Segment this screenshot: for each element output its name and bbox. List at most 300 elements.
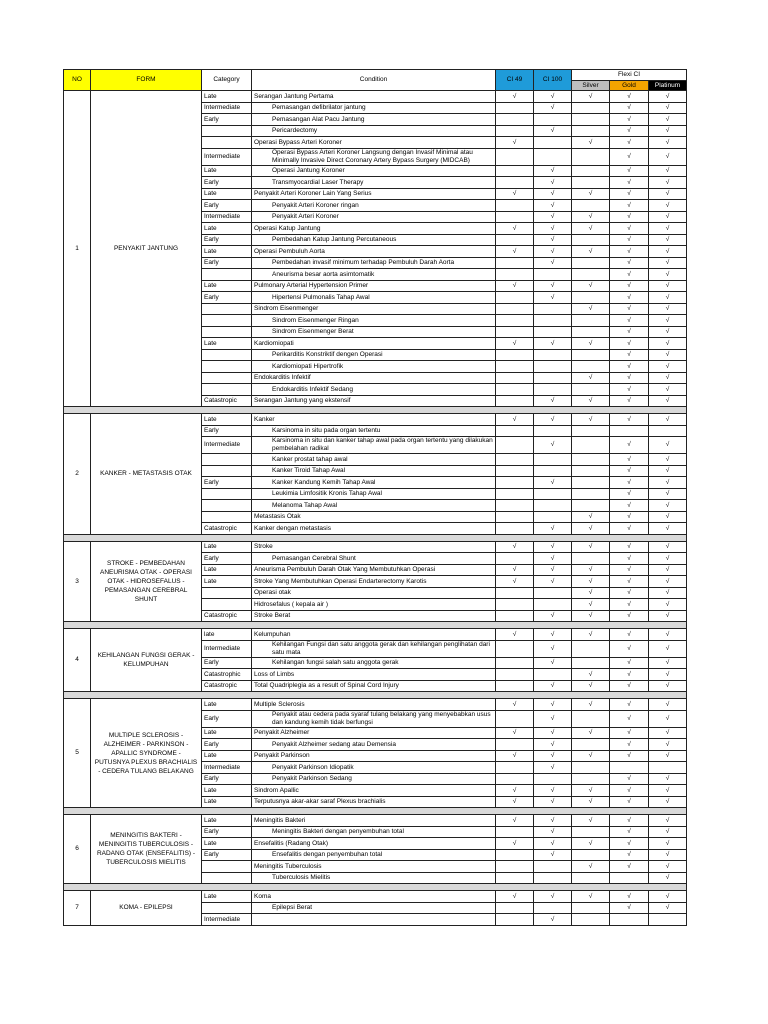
ci49-check xyxy=(496,599,534,611)
ci49-check xyxy=(496,102,534,114)
ci49-check xyxy=(496,587,534,599)
ci49-check xyxy=(496,669,534,681)
silver-check xyxy=(572,234,610,246)
ci100-check: √ xyxy=(534,188,572,200)
gold-check: √ xyxy=(610,610,649,622)
ci49-check xyxy=(496,211,534,223)
category-cell: late xyxy=(202,629,252,641)
gold-check: √ xyxy=(610,200,649,212)
platinum-check: √ xyxy=(649,477,687,489)
gold-check: √ xyxy=(610,838,649,850)
condition-cell: Penyakit Parkinson xyxy=(252,750,496,762)
separator-cell xyxy=(64,808,687,815)
ci100-check: √ xyxy=(534,826,572,838)
ci100-check: √ xyxy=(534,657,572,669)
ci100-check: √ xyxy=(534,815,572,827)
ci100-check xyxy=(534,488,572,500)
condition-cell: Aneurisma Pembuluh Darah Otak Yang Membutuhkan Operasi xyxy=(252,564,496,576)
gold-check: √ xyxy=(610,234,649,246)
platinum-check: √ xyxy=(649,349,687,361)
platinum-check: √ xyxy=(649,785,687,797)
ci100-check: √ xyxy=(534,223,572,235)
category-cell xyxy=(202,125,252,137)
gold-check: √ xyxy=(610,902,649,914)
condition-cell: Tuberculosis Mielitis xyxy=(252,872,496,884)
group-separator xyxy=(64,534,687,541)
category-cell: Intermediate xyxy=(202,640,252,657)
gold-check: √ xyxy=(610,338,649,350)
category-cell: Catastropic xyxy=(202,610,252,622)
category-cell xyxy=(202,488,252,500)
separator-cell xyxy=(64,534,687,541)
condition-cell: Stroke xyxy=(252,541,496,553)
gold-check: √ xyxy=(610,102,649,114)
category-cell xyxy=(202,269,252,281)
condition-cell: Hipertensi Pulmonalis Tahap Awal xyxy=(252,292,496,304)
gold-check: √ xyxy=(610,739,649,751)
category-cell xyxy=(202,599,252,611)
silver-check xyxy=(572,488,610,500)
category-cell: Early xyxy=(202,826,252,838)
ci100-check: √ xyxy=(534,564,572,576)
gold-check: √ xyxy=(610,488,649,500)
ci49-check xyxy=(496,395,534,407)
ci49-check: √ xyxy=(496,91,534,103)
platinum-check: √ xyxy=(649,437,687,454)
condition-cell: Leukimia Limfositik Kronis Tahap Awal xyxy=(252,488,496,500)
ci49-check xyxy=(496,326,534,338)
category-cell: Late xyxy=(202,699,252,711)
platinum-check: √ xyxy=(649,727,687,739)
ci49-check xyxy=(496,680,534,692)
platinum-check: √ xyxy=(649,599,687,611)
platinum-check: √ xyxy=(649,553,687,565)
condition-cell: Koma xyxy=(252,891,496,903)
platinum-check: √ xyxy=(649,861,687,873)
category-cell xyxy=(202,349,252,361)
ci100-check xyxy=(534,326,572,338)
platinum-check: √ xyxy=(649,891,687,903)
platinum-check: √ xyxy=(649,326,687,338)
platinum-check: √ xyxy=(649,610,687,622)
silver-check: √ xyxy=(572,815,610,827)
ci49-check: √ xyxy=(496,137,534,149)
ci49-check xyxy=(496,454,534,466)
group-number: 6 xyxy=(64,815,91,884)
ci100-check: √ xyxy=(534,91,572,103)
platinum-check: √ xyxy=(649,414,687,426)
condition-cell: Operasi Bypass Arteri Koroner Langsung dengan Invasif Minimal atau Minimally Invasive Direct Coronary Artery Bypass Surgery (MIDCAB) xyxy=(252,148,496,165)
category-cell: Late xyxy=(202,541,252,553)
category-cell: Catastrophic xyxy=(202,669,252,681)
table-row xyxy=(64,699,687,711)
category-cell: Late xyxy=(202,576,252,588)
header-category: Category xyxy=(202,70,252,91)
category-cell xyxy=(202,587,252,599)
separator-cell xyxy=(64,407,687,414)
condition-cell: Kanker Kandung Kemih Tahap Awal xyxy=(252,477,496,489)
platinum-check xyxy=(649,425,687,437)
category-cell: Late xyxy=(202,188,252,200)
platinum-check: √ xyxy=(649,257,687,269)
silver-check: √ xyxy=(572,223,610,235)
gold-check xyxy=(610,872,649,884)
platinum-check: √ xyxy=(649,815,687,827)
category-cell: Late xyxy=(202,338,252,350)
silver-check: √ xyxy=(572,750,610,762)
platinum-check: √ xyxy=(649,269,687,281)
condition-cell: Operasi Jantung Koroner xyxy=(252,165,496,177)
condition-cell: Pembedahan invasif minimum terhadap Pembuluh Darah Aorta xyxy=(252,257,496,269)
platinum-check: √ xyxy=(649,315,687,327)
ci100-check: √ xyxy=(534,246,572,258)
silver-check: √ xyxy=(572,669,610,681)
platinum-check: √ xyxy=(649,902,687,914)
platinum-check: √ xyxy=(649,125,687,137)
platinum-check: √ xyxy=(649,523,687,535)
category-cell: Late xyxy=(202,727,252,739)
platinum-check: √ xyxy=(649,587,687,599)
platinum-check: √ xyxy=(649,91,687,103)
gold-check: √ xyxy=(610,372,649,384)
platinum-check: √ xyxy=(649,454,687,466)
ci49-check: √ xyxy=(496,815,534,827)
ci49-check xyxy=(496,125,534,137)
ci49-check: √ xyxy=(496,188,534,200)
platinum-check: √ xyxy=(649,372,687,384)
platinum-check: √ xyxy=(649,246,687,258)
gold-check: √ xyxy=(610,500,649,512)
condition-cell: Loss of Limbs xyxy=(252,669,496,681)
silver-check: √ xyxy=(572,280,610,292)
condition-cell: Endokarditis Infektif Sedang xyxy=(252,384,496,396)
ci100-check: √ xyxy=(534,177,572,189)
condition-cell: Sindrom Apallic xyxy=(252,785,496,797)
gold-check: √ xyxy=(610,891,649,903)
silver-check xyxy=(572,465,610,477)
ci49-check: √ xyxy=(496,727,534,739)
condition-cell: Pembedahan Katup Jantung Percutaneous xyxy=(252,234,496,246)
separator-cell xyxy=(64,622,687,629)
silver-check: √ xyxy=(572,541,610,553)
header-platinum: Platinum xyxy=(649,80,687,91)
gold-check: √ xyxy=(610,680,649,692)
platinum-check: √ xyxy=(649,564,687,576)
category-cell: Late xyxy=(202,223,252,235)
group-number: 1 xyxy=(64,91,91,407)
silver-check: √ xyxy=(572,699,610,711)
condition-cell: Ensefalitis (Radang Otak) xyxy=(252,838,496,850)
condition-cell: Sindrom Eisenmenger xyxy=(252,303,496,315)
condition-cell: Sindrom Eisenmenger Berat xyxy=(252,326,496,338)
platinum-check: √ xyxy=(649,710,687,727)
platinum-check: √ xyxy=(649,669,687,681)
category-cell: Early xyxy=(202,773,252,785)
silver-check xyxy=(572,361,610,373)
ci100-check: √ xyxy=(534,699,572,711)
gold-check: √ xyxy=(610,465,649,477)
silver-check xyxy=(572,384,610,396)
ci49-check: √ xyxy=(496,750,534,762)
platinum-check xyxy=(649,762,687,774)
ci100-check: √ xyxy=(534,414,572,426)
silver-check xyxy=(572,125,610,137)
ci100-check: √ xyxy=(534,680,572,692)
category-cell xyxy=(202,872,252,884)
condition-cell: Penyakit Arteri Koroner ringan xyxy=(252,200,496,212)
ci100-check xyxy=(534,902,572,914)
condition-cell: Kehilangan Fungsi dan satu anggota gerak dan kehilangan penglihatan dari satu mata xyxy=(252,640,496,657)
category-cell xyxy=(202,137,252,149)
group-form: PENYAKIT JANTUNG xyxy=(91,91,202,407)
category-cell xyxy=(202,465,252,477)
header-no: NO xyxy=(64,70,91,91)
condition-cell: Pemasangan Alat Pacu Jantung xyxy=(252,114,496,126)
ci49-check xyxy=(496,465,534,477)
silver-check xyxy=(572,200,610,212)
ci100-check xyxy=(534,599,572,611)
platinum-check: √ xyxy=(649,699,687,711)
gold-check: √ xyxy=(610,773,649,785)
condition-cell: Hidrosefalus ( kepala air ) xyxy=(252,599,496,611)
ci49-check: √ xyxy=(496,223,534,235)
gold-check: √ xyxy=(610,125,649,137)
category-cell: Catastropic xyxy=(202,395,252,407)
condition-cell: Operasi otak xyxy=(252,587,496,599)
gold-check: √ xyxy=(610,269,649,281)
gold-check: √ xyxy=(610,640,649,657)
category-cell: Early xyxy=(202,849,252,861)
platinum-check: √ xyxy=(649,576,687,588)
silver-check: √ xyxy=(572,587,610,599)
ci49-check xyxy=(496,902,534,914)
category-cell: Intermediate xyxy=(202,914,252,926)
condition-cell: Stroke Yang Membutuhkan Operasi Endarterectomy Karotis xyxy=(252,576,496,588)
group-separator xyxy=(64,884,687,891)
condition-cell: Kardiomiopati Hipertrofik xyxy=(252,361,496,373)
gold-check: √ xyxy=(610,246,649,258)
silver-check xyxy=(572,349,610,361)
header-ci100: CI 100 xyxy=(534,70,572,91)
silver-check xyxy=(572,315,610,327)
ci100-check xyxy=(534,315,572,327)
category-cell: Late xyxy=(202,246,252,258)
separator-cell xyxy=(64,692,687,699)
gold-check: √ xyxy=(610,710,649,727)
category-cell: Early xyxy=(202,657,252,669)
category-cell: Late xyxy=(202,91,252,103)
condition-cell: Transmyocardial Laser Therapy xyxy=(252,177,496,189)
silver-check: √ xyxy=(572,891,610,903)
ci49-check: √ xyxy=(496,246,534,258)
ci100-check xyxy=(534,861,572,873)
platinum-check: √ xyxy=(649,177,687,189)
ci49-check: √ xyxy=(496,541,534,553)
group-form: KOMA - EPILEPSI xyxy=(91,891,202,926)
gold-check: √ xyxy=(610,188,649,200)
ci49-check xyxy=(496,553,534,565)
separator-cell xyxy=(64,884,687,891)
silver-check xyxy=(572,326,610,338)
ci100-check xyxy=(534,114,572,126)
ci100-check: √ xyxy=(534,125,572,137)
ci49-check xyxy=(496,361,534,373)
category-cell: Late xyxy=(202,838,252,850)
ci49-check xyxy=(496,872,534,884)
gold-check xyxy=(610,762,649,774)
gold-check: √ xyxy=(610,223,649,235)
platinum-check: √ xyxy=(649,465,687,477)
category-cell: Intermediate xyxy=(202,102,252,114)
condition-cell: Penyakit atau cedera pada syaraf tulang belakang yang menyebabkan usus dan kandung kemih tidak berfungsi xyxy=(252,710,496,727)
ci49-check xyxy=(496,773,534,785)
gold-check: √ xyxy=(610,587,649,599)
group-separator xyxy=(64,808,687,815)
ci100-check xyxy=(534,669,572,681)
condition-cell: Penyakit Parkinson Sedang xyxy=(252,773,496,785)
silver-check xyxy=(572,762,610,774)
ci49-check: √ xyxy=(496,414,534,426)
gold-check: √ xyxy=(610,553,649,565)
ci49-check xyxy=(496,257,534,269)
ci49-check: √ xyxy=(496,785,534,797)
category-cell xyxy=(202,902,252,914)
ci100-check xyxy=(534,137,572,149)
ci100-check xyxy=(534,454,572,466)
gold-check: √ xyxy=(610,292,649,304)
silver-check: √ xyxy=(572,372,610,384)
platinum-check: √ xyxy=(649,680,687,692)
header-gold: Gold xyxy=(610,80,649,91)
condition-cell xyxy=(252,914,496,926)
table-row xyxy=(64,91,687,103)
ci100-check xyxy=(534,425,572,437)
ci100-check: √ xyxy=(534,838,572,850)
silver-check xyxy=(572,914,610,926)
silver-check xyxy=(572,773,610,785)
silver-check xyxy=(572,477,610,489)
condition-cell: Operasi Bypass Arteri Koroner xyxy=(252,137,496,149)
gold-check: √ xyxy=(610,849,649,861)
gold-check: √ xyxy=(610,576,649,588)
ci49-check xyxy=(496,165,534,177)
category-cell: Late xyxy=(202,280,252,292)
group-number: 3 xyxy=(64,541,91,622)
silver-check xyxy=(572,710,610,727)
gold-check: √ xyxy=(610,177,649,189)
condition-cell: Kelumpuhan xyxy=(252,629,496,641)
ci100-check: √ xyxy=(534,710,572,727)
ci100-check xyxy=(534,773,572,785)
category-cell: Catastropic xyxy=(202,523,252,535)
ci49-check xyxy=(496,477,534,489)
platinum-check: √ xyxy=(649,338,687,350)
silver-check: √ xyxy=(572,599,610,611)
platinum-check: √ xyxy=(649,750,687,762)
condition-cell: Multiple Sclerosis xyxy=(252,699,496,711)
ci100-check: √ xyxy=(534,437,572,454)
category-cell: Late xyxy=(202,785,252,797)
category-cell: Early xyxy=(202,292,252,304)
platinum-check: √ xyxy=(649,114,687,126)
ci49-check xyxy=(496,372,534,384)
ci49-check: √ xyxy=(496,338,534,350)
category-cell: Early xyxy=(202,177,252,189)
ci49-check xyxy=(496,610,534,622)
group-form: MULTIPLE SCLEROSIS - ALZHEIMER - PARKINSON - APALLIC SYNDROME - PUTUSNYA PLEXUS BRACHIALIS - CEDERA TULANG BELAKANG xyxy=(91,699,202,808)
ci49-check: √ xyxy=(496,629,534,641)
gold-check: √ xyxy=(610,477,649,489)
gold-check: √ xyxy=(610,165,649,177)
silver-check: √ xyxy=(572,414,610,426)
gold-check: √ xyxy=(610,414,649,426)
ci49-check xyxy=(496,114,534,126)
ci100-check: √ xyxy=(534,576,572,588)
category-cell xyxy=(202,303,252,315)
group-form: MENINGITIS BAKTERI - MENINGITIS TUBERCULOSIS - RADANG OTAK (ENSEFALITIS) - TUBERCULOSIS MIELITIS xyxy=(91,815,202,884)
platinum-check: √ xyxy=(649,739,687,751)
table-row xyxy=(64,815,687,827)
gold-check: √ xyxy=(610,349,649,361)
ci100-check xyxy=(534,148,572,165)
platinum-check: √ xyxy=(649,292,687,304)
header-condition: Condition xyxy=(252,70,496,91)
condition-cell: Endokarditis Infektif xyxy=(252,372,496,384)
condition-cell: Stroke Berat xyxy=(252,610,496,622)
ci49-check xyxy=(496,315,534,327)
silver-check: √ xyxy=(572,91,610,103)
ci49-check: √ xyxy=(496,891,534,903)
platinum-check: √ xyxy=(649,223,687,235)
ci49-check xyxy=(496,437,534,454)
silver-check: √ xyxy=(572,838,610,850)
ci49-check xyxy=(496,425,534,437)
category-cell: Early xyxy=(202,114,252,126)
silver-check xyxy=(572,437,610,454)
ci49-check: √ xyxy=(496,699,534,711)
ci49-check xyxy=(496,739,534,751)
silver-check: √ xyxy=(572,523,610,535)
condition-cell: Kanker Tiroid Tahap Awal xyxy=(252,465,496,477)
ci100-check: √ xyxy=(534,211,572,223)
silver-check: √ xyxy=(572,338,610,350)
gold-check: √ xyxy=(610,384,649,396)
header-flexi: Flexi CI xyxy=(572,70,687,81)
ci100-check: √ xyxy=(534,553,572,565)
platinum-check: √ xyxy=(649,640,687,657)
group-form: KEHILANGAN FUNGSI GERAK - KELUMPUHAN xyxy=(91,629,202,692)
ci100-check xyxy=(534,372,572,384)
condition-cell: Kanker xyxy=(252,414,496,426)
silver-check: √ xyxy=(572,395,610,407)
ci100-check xyxy=(534,511,572,523)
silver-check xyxy=(572,292,610,304)
gold-check: √ xyxy=(610,657,649,669)
silver-check xyxy=(572,454,610,466)
silver-check: √ xyxy=(572,576,610,588)
platinum-check: √ xyxy=(649,137,687,149)
platinum-check: √ xyxy=(649,280,687,292)
silver-check xyxy=(572,657,610,669)
ci100-check: √ xyxy=(534,640,572,657)
platinum-check: √ xyxy=(649,488,687,500)
silver-check xyxy=(572,640,610,657)
ci49-check: √ xyxy=(496,838,534,850)
group-separator xyxy=(64,692,687,699)
ci100-check xyxy=(534,465,572,477)
gold-check: √ xyxy=(610,395,649,407)
category-cell: Intermediate xyxy=(202,148,252,165)
